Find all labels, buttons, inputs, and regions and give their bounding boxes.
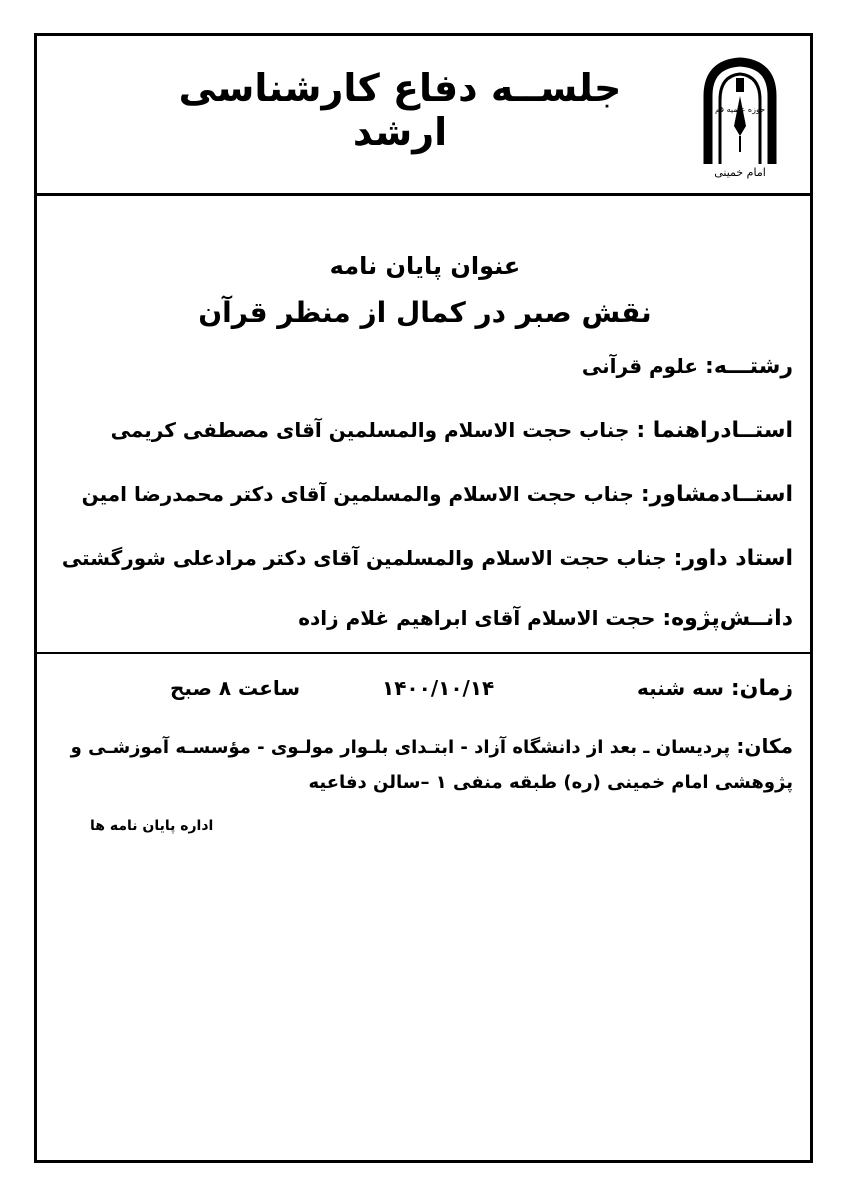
schedule-day-value: سه شنبه	[637, 676, 724, 700]
logo-text-bottom: امام خمینی	[714, 166, 766, 179]
schedule-day-label: زمان:	[730, 676, 793, 701]
seminary-logo	[690, 56, 790, 182]
supervisor-row	[53, 418, 793, 443]
location-line2: پژوهشی امام خمینی (ره) طبقه منفی ۱ –سالن دفاعیه	[308, 772, 793, 793]
logo-text-top: حوزه علمیه قم	[714, 105, 766, 114]
footer-note: اداره پایان نامه ها	[90, 818, 214, 834]
thesis-title: نقش صبر در کمال از منظر قرآن	[198, 296, 652, 329]
advisor-label: استــادمشاور:	[640, 482, 793, 507]
supervisor-value: جناب حجت الاسلام والمسلمین آقای مصطفی کریمی	[110, 418, 630, 442]
location-label: مکان:	[736, 734, 793, 758]
advisor-row	[53, 482, 793, 507]
referee-row	[53, 546, 793, 571]
schedule-time: ساعت ۸ صبح	[170, 676, 301, 700]
student-value: حجت الاسلام آقای ابراهیم غلام زاده	[298, 606, 656, 630]
supervisor-label: استــادراهنما :	[636, 418, 793, 443]
student-label: دانــش‌پژوه:	[662, 606, 793, 631]
advisor-value: جناب حجت الاسلام والمسلمین آقای دکتر محمدرضا امین	[81, 482, 634, 506]
header-divider	[36, 193, 811, 196]
thesis-heading: عنوان پایان نامه	[329, 252, 521, 280]
page-title: جلســه دفاع کارشناسی ارشد	[178, 66, 622, 154]
referee-label: استاد داور:	[673, 546, 793, 571]
schedule-date: ۱۴۰۰/۱۰/۱۴	[382, 676, 495, 700]
field-row	[53, 354, 793, 379]
student-row	[53, 606, 793, 631]
location-line1: پردیسان ـ بعد از دانشگاه آزاد - ابتـدای بلـوار مولـوی - مؤسسـه آموزشـی و	[70, 737, 731, 758]
referee-value: جناب حجت الاسلام والمسلمین آقای دکتر مرادعلی شورگشتی	[61, 546, 667, 570]
location-row	[53, 734, 793, 758]
page-border	[34, 33, 813, 1163]
field-label: رشتـــه:	[705, 354, 793, 379]
schedule-day	[637, 676, 793, 701]
schedule-divider	[36, 652, 811, 654]
field-value: علوم قرآنی	[581, 354, 699, 378]
